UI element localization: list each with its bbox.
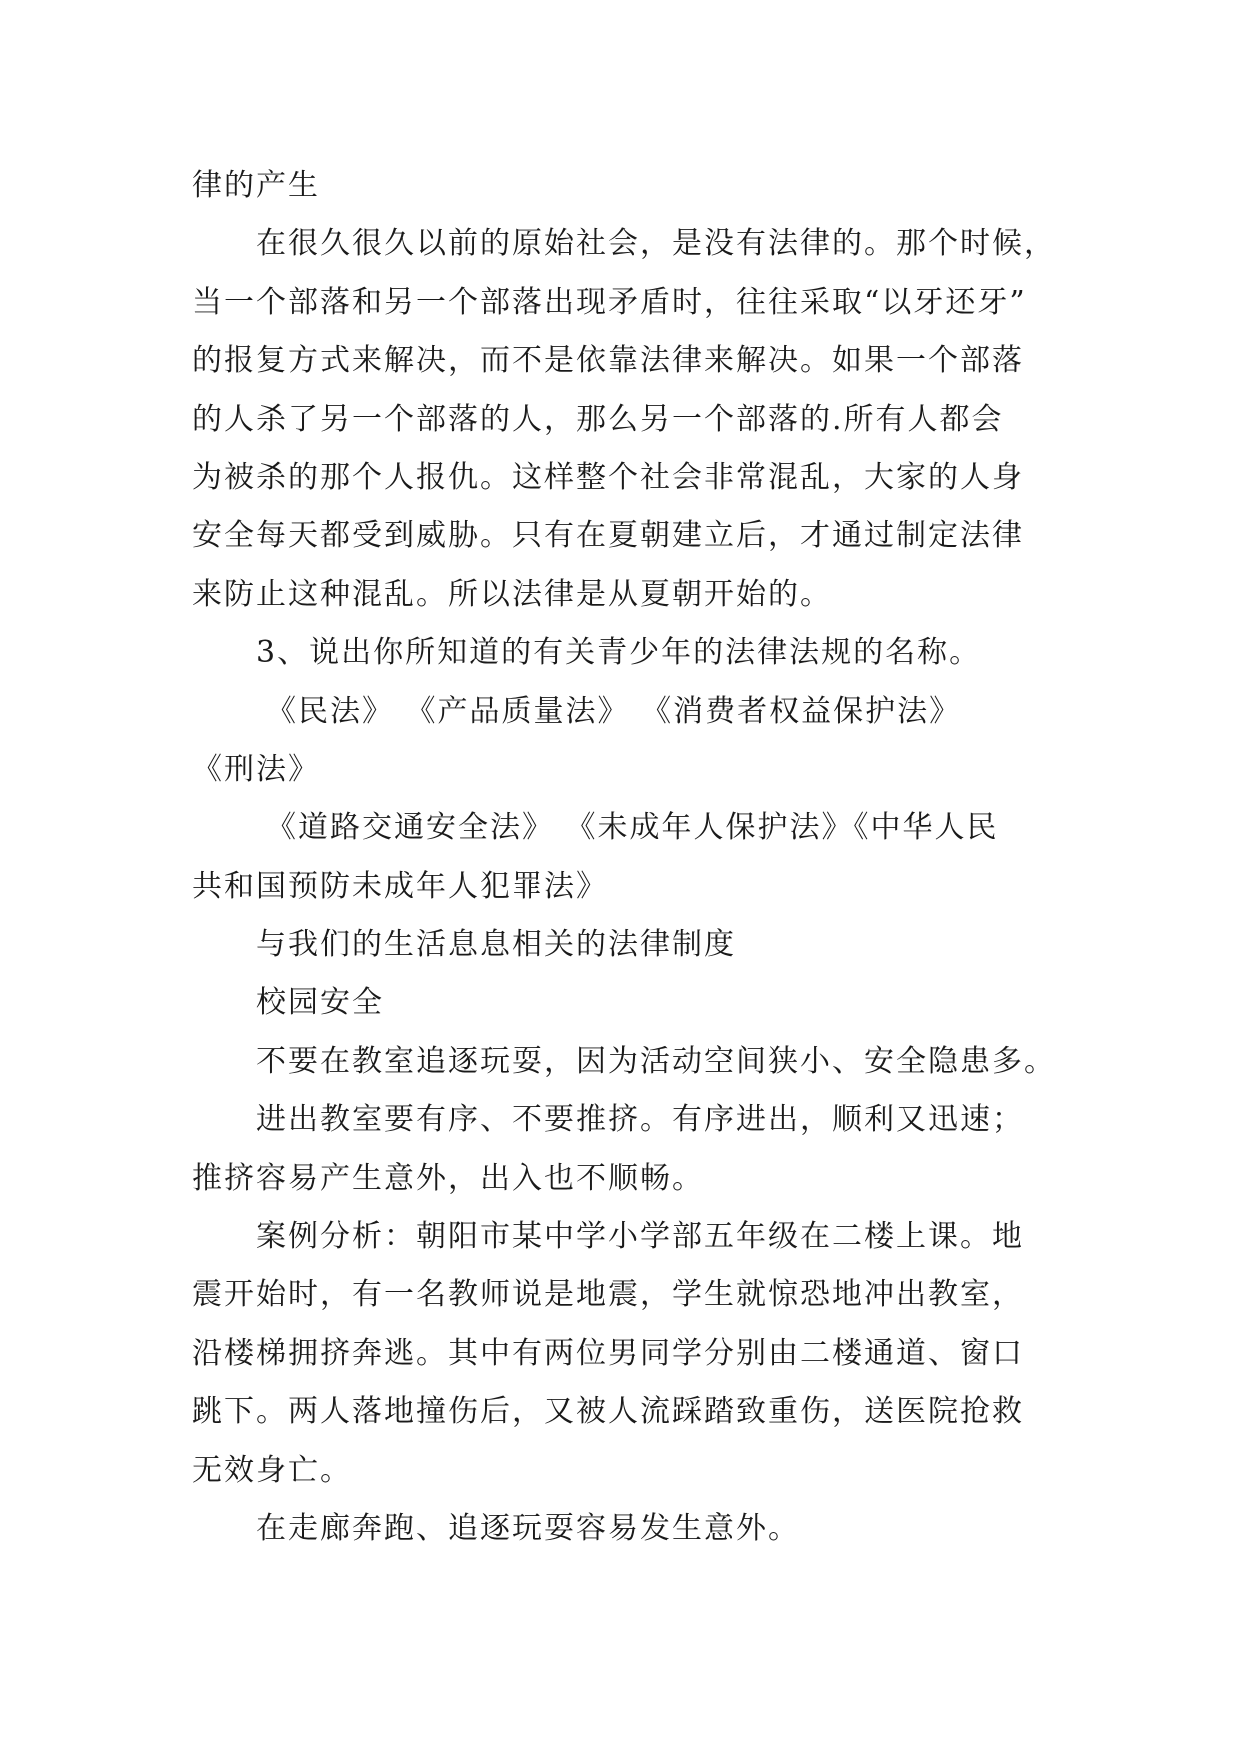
text-line: 为被杀的那个人报仇。这样整个社会非常混乱，大家的人身 <box>192 459 1024 495</box>
text-line: 在很久很久以前的原始社会，是没有法律的。那个时候， <box>256 226 1056 262</box>
law-list-line: 《刑法》 <box>192 751 320 787</box>
section-heading: 与我们的生活息息相关的法律制度 <box>256 927 736 963</box>
law-list-line: 共和国预防未成年人犯罪法》 <box>192 868 608 904</box>
text-line: 安全每天都受到威胁。只有在夏朝建立后，才通过制定法律 <box>192 518 1024 554</box>
text-line: 在走廊奔跑、追逐玩耍容易发生意外。 <box>256 1510 800 1546</box>
text-line: 进出教室要有序、不要推挤。有序进出，顺利又迅速； <box>256 1102 1024 1138</box>
section-heading: 校园安全 <box>256 985 384 1021</box>
law-list-line: 《道路交通安全法》 《未成年人保护法》《中华人民 <box>266 810 999 846</box>
text-line: 推挤容易产生意外，出入也不顺畅。 <box>192 1160 704 1196</box>
case-analysis-line: 沿楼梯拥挤奔逃。其中有两位男同学分别由二楼通道、窗口 <box>192 1335 1024 1371</box>
case-analysis-line: 无效身亡。 <box>192 1452 352 1488</box>
text-line: 的人杀了另一个部落的人，那么另一个部落的.所有人都会 <box>192 401 1004 437</box>
text-line: 来防止这种混乱。所以法律是从夏朝开始的。 <box>192 576 832 612</box>
text-line: 当一个部落和另一个部落出现矛盾时，往往采取“以牙还牙” <box>192 284 1027 320</box>
law-list-line: 《民法》 《产品质量法》 《消费者权益保护法》 <box>266 693 962 729</box>
document-body <box>192 157 1062 1558</box>
text-line: 律的产生 <box>192 168 320 203</box>
case-analysis-line: 案例分析：朝阳市某中学小学部五年级在二楼上课。地 <box>256 1219 1024 1255</box>
text-line: 不要在教室追逐玩耍，因为活动空间狭小、安全隐患多。 <box>256 1043 1056 1079</box>
case-analysis-line: 震开始时，有一名教师说是地震，学生就惊恐地冲出教室， <box>192 1277 1024 1313</box>
question-heading: 3、说出你所知道的有关青少年的法律法规的名称。 <box>256 635 982 671</box>
case-analysis-line: 跳下。两人落地撞伤后，又被人流踩踏致重伤，送医院抢救 <box>192 1394 1024 1430</box>
text-line: 的报复方式来解决，而不是依靠法律来解决。如果一个部落 <box>192 343 1024 379</box>
